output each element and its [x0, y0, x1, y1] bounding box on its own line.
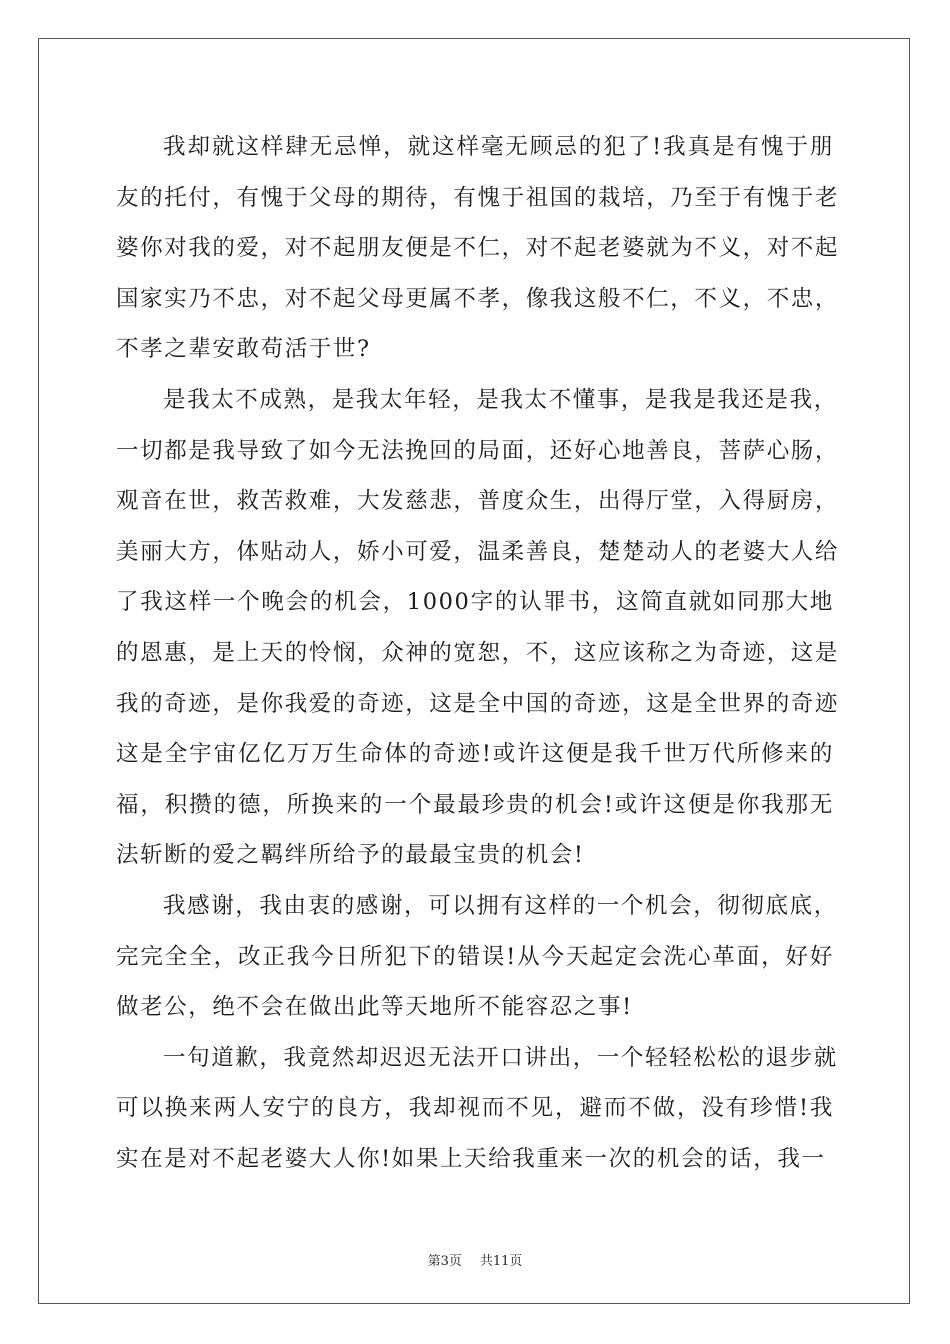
text-line: 实在是对不起老婆大人你!如果上天给我重来一次的机会的话，我一 — [116, 1145, 826, 1172]
document-body — [116, 122, 840, 1184]
text-line: 了我这样一个晚会的机会，1000字的认罪书，这简直就如同那大地 — [116, 589, 834, 616]
text-line: 是我太不成熟，是我太年轻，是我太不懂事，是我是我还是我， — [163, 386, 838, 413]
page-number: 第3页 — [427, 1254, 462, 1269]
text-line: 不孝之辈安敢苟活于世? — [116, 336, 371, 363]
text-line: 完完全全，改正我今日所犯下的错误!从今天起定会洗心革面，好好 — [116, 943, 834, 970]
text-line: 我感谢，我由衷的感谢，可以拥有这样的一个机会，彻彻底底， — [163, 892, 838, 919]
paragraph — [116, 375, 840, 881]
text-line: 友的托付，有愧于父母的期待，有愧于祖国的栽培，乃至于有愧于老 — [116, 184, 840, 211]
page-footer — [0, 1250, 950, 1269]
paragraph — [116, 881, 838, 1033]
text-line: 观音在世，救苦救难，大发慈悲，普度众生，出得厅堂，入得厨房， — [116, 488, 840, 515]
paragraph — [116, 1033, 838, 1185]
text-line: 的恩惠，是上天的怜悯，众神的宽恕，不，这应该称之为奇迹，这是 — [116, 639, 840, 666]
text-line: 可以换来两人安宁的良方，我却视而不见，避而不做，没有珍惜!我 — [116, 1095, 834, 1122]
text-line: 婆你对我的爱，对不起朋友便是不仁，对不起老婆就为不义，对不起 — [116, 235, 840, 262]
text-line: 国家实乃不忠，对不起父母更属不孝，像我这般不仁，不义，不忠， — [116, 285, 840, 312]
text-line: 我却就这样肆无忌惮，就这样毫无顾忌的犯了!我真是有愧于朋 — [163, 134, 834, 160]
text-line: 这是全宇宙亿亿万万生命体的奇迹!或许这便是我千世万代所修来的 — [116, 741, 834, 768]
text-line: 做老公，绝不会在做出此等天地所不能容忍之事! — [116, 994, 633, 1021]
text-line: 美丽大方，体贴动人，娇小可爱，温柔善良，楚楚动人的老婆大人给 — [116, 538, 840, 565]
page-total: 共11页 — [479, 1254, 523, 1269]
text-line: 我的奇迹，是你我爱的奇迹，这是全中国的奇迹，这是全世界的奇迹 — [116, 690, 840, 717]
text-line: 一句道歉，我竟然却迟迟无法开口讲出，一个轻轻松松的退步就 — [163, 1044, 838, 1071]
text-line: 福，积攒的德，所换来的一个最最珍贵的机会!或许这便是你我那无 — [116, 791, 834, 818]
text-line: 法斩断的爱之羁绊所给予的最最宝贵的机会! — [116, 842, 585, 869]
text-line: 一切都是我导致了如今无法挽回的局面，还好心地善良，菩萨心肠， — [116, 437, 840, 464]
paragraph — [116, 122, 840, 375]
